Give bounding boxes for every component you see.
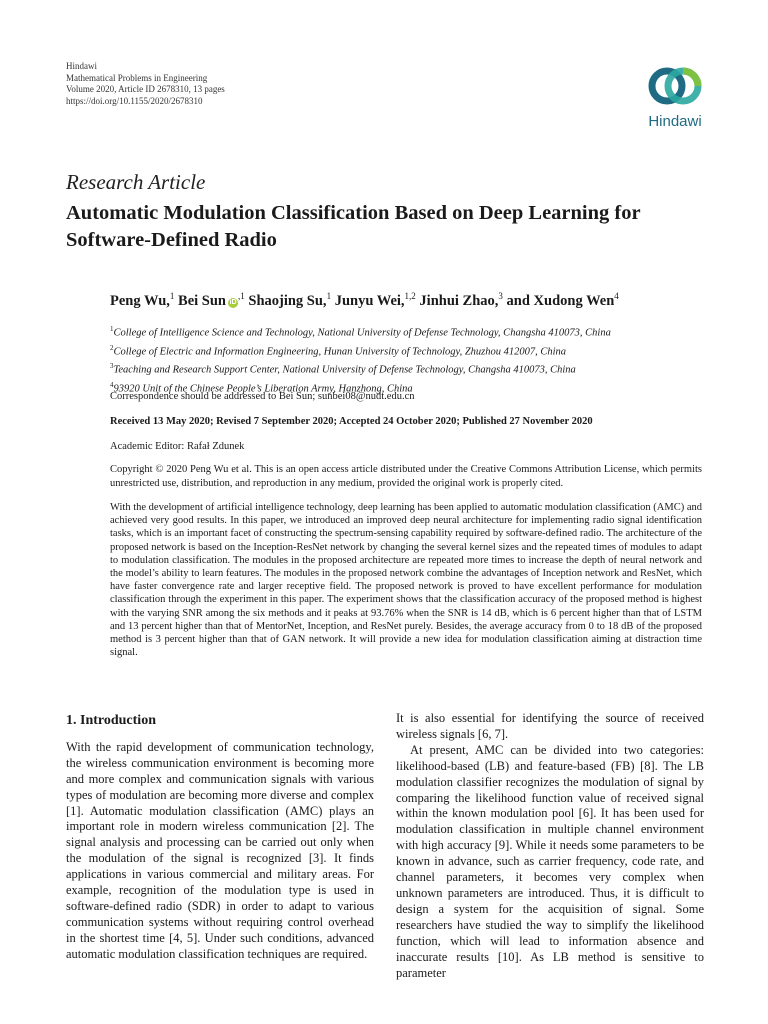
author-affiliation-mark: 1 [326,291,332,301]
body-paragraph: With the rapid development of communication technology, the wireless communication environment is becoming more and more complex and communication signals with various types of modulation are becoming more diverse and complex [1]. Automatic modulation classification (AMC) plays an important role in modern wireless communication [2]. The signal analysis and processing can be carried out only when the modulation of the signal is recognized [3]. It finds applications in various commercial and military areas. For example, recognition of the modulation type is used in software-defined radio (SDR) in order to adapt to various communication systems without requiring control overhead in the shortest time [4, 5]. Under such conditions, advanced automatic modulation classification techniques are required. [66,739,374,961]
author-name: Bei Sun [178,292,226,309]
journal-publisher: Hindawi [66,61,97,71]
abstract: With the development of artificial intelligence technology, deep learning has been applied to automatic modulation classification (AMC) and achieved very good results. In this paper, we introduced an improved deep neural architecture for implementing radio signal identification tasks, which is an important facet of constructing the spectrum-sensing capability required by software-defined radio. The architecture of the proposed network is based on the Inception-ResNet network by changing the several kernel sizes and the repeated times of modules to adapt to modulation classification. The modules in the proposed architecture are repeated more times to increase the depth of neural network and the model’s ability to learn features. The modules in the proposed network combine the advantages of Inception network and ResNet, which have faster convergence rate and larger receptive field. The proposed network is proved to have excellent performance for modulation classification through the experiment in this paper. The experiment shows that the classification accuracy of the proposed method is highest with the varying SNR among the six methods and it peaks at 93.76% when the SNR is 14 dB, which is 6 percent higher than that of LSTM and 13 percent higher than that of MentorNet, Inception, and ResNet purely. Besides, the average accuracy from 0 to 18 dB of the proposed method is 3 percent higher than that of GAN network. It will provide a new idea for modulation classification aiming at distraction time signal. [110,502,702,659]
affiliation-item [110,322,611,341]
affiliation-number: 1 [110,325,114,333]
affiliation-text: 93920 Unit of the Chinese People’s Liberation Army, Hanzhong, China [113,383,413,394]
copyright-notice: Copyright © 2020 Peng Wu et al. This is an open access article distributed under the Creative Commons Attribution License, which permits unrestricted use, distribution, and reproduction in any medium, provided the original work is properly cited. [110,464,702,489]
body-paragraph: It is also essential for identifying the source of received wireless signals [6, 7]. [396,711,704,741]
logo-text: Hindawi [648,113,702,130]
affiliation-number: 4 [110,380,114,389]
author-affiliation-mark: 1,2 [404,291,416,301]
author-name: Jinhui Zhao, [419,292,499,309]
author-affiliation-mark: 1 [169,291,175,301]
journal-info [66,61,225,107]
affiliation-list [110,322,611,396]
academic-editor: Academic Editor: Rafał Zdunek [110,441,245,452]
affiliation-text: College of Electric and Information Engineering, Hunan University of Technology, Zhuzhou 412007, China [113,346,567,357]
author-name: Shaojing Su, [248,292,327,309]
hindawi-logo [636,60,714,138]
article-type: Research Article [66,170,206,194]
body-paragraph: At present, AMC can be divided into two categories: likelihood-based (LB) and feature-based (FB) [8]. The LB modulation classifier recognizes the modulation of signal by comparing the likelihood function value of received signal within the known modulation pool [6]. It has been used for modulation classification in multiple channel environment with high accuracy [9]. While it needs some parameters to be known in advance, such as carrier frequency, code rate, and channel parameters, it becomes very complex when unknown parameters are introduced. Thus, it is difficult to design a system for the acquisition of signal. Some researchers have studied the way to simplify the likelihood function, which will lead to information absence and inaccurate results [10]. As LB method is sensitive to parameter [396,742,704,980]
journal-name: Mathematical Problems in Engineering [66,72,208,83]
author-list [110,291,730,310]
orcid-icon[interactable]: iD [229,298,237,306]
hindawi-logo-icon [636,60,714,112]
author-name: and Xudong Wen [506,292,615,309]
author-affiliation-mark: 4 [614,291,619,301]
journal-volume: Volume 2020, Article ID 2678310, 13 pages [66,84,225,94]
author-name: Peng Wu, [110,292,170,309]
author-name: Junyu Wei, [334,292,405,309]
left-column [66,709,374,963]
affiliation-text: Teaching and Research Support Center, National University of Defense Technology, Changsha 410073, China [113,364,576,376]
right-column [396,711,704,981]
author-affiliation-mark: ,1 [238,291,245,301]
affiliation-item [110,359,611,378]
paper-title: Automatic Modulation Classification Based on Deep Learning for Software-Defined Radio [66,202,641,251]
publication-dates: Received 13 May 2020; Revised 7 September 2020; Accepted 24 October 2020; Published 27 November 2020 [110,416,593,427]
affiliation-item [110,341,611,360]
affiliation-number: 3 [110,362,114,370]
author-affiliation-mark: 3 [498,291,503,301]
journal-doi-link[interactable]: https://doi.org/10.1155/2020/2678310 [66,95,203,106]
affiliation-number: 2 [110,343,114,352]
section-heading: 1. Introduction [66,713,156,728]
affiliation-text: College of Intelligence Science and Technology, National University of Defense Technology, Changsha 410073, China [113,327,611,339]
correspondence-note: Correspondence should be addressed to Bei Sun; sunbei08@nudt.edu.cn [110,391,415,402]
